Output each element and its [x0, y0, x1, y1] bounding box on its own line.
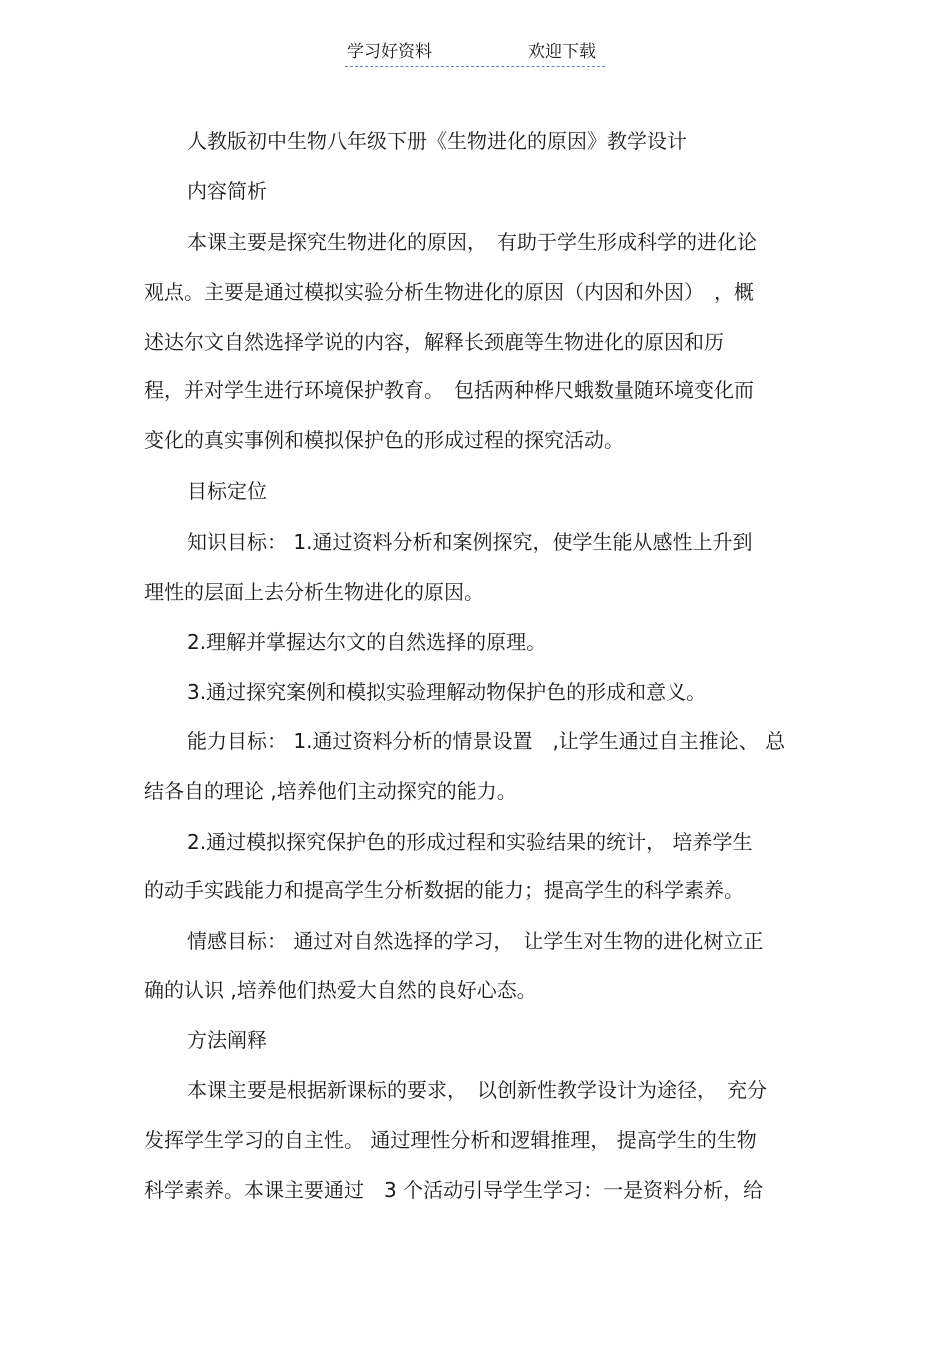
paragraph-line: 的动手实践能力和提高学生分析数据的能力；提高学生的科学素养。: [144, 878, 744, 902]
paragraph-line: 本课主要是根据新课标的要求， 以创新性教学设计为途径， 充分: [187, 1078, 767, 1102]
paragraph-line: 发挥学生学习的自主性。 通过理性分析和逻辑推理， 提高学生的生物: [144, 1128, 757, 1152]
section-heading-content: 内容简析: [187, 179, 267, 203]
paragraph-line: 本课主要是探究生物进化的原因， 有助于学生形成科学的进化论: [187, 230, 757, 254]
page-header: [345, 38, 605, 67]
document-title: 人教版初中生物八年级下册《生物进化的原因》教学设计: [187, 129, 687, 153]
paragraph-line: 情感目标： 通过对自然选择的学习， 让学生对生物的进化树立正: [187, 929, 764, 953]
section-heading-methods: 方法阐释: [187, 1028, 267, 1052]
paragraph-line: 述达尔文自然选择学说的内容，解释长颈鹿等生物进化的原因和历: [144, 330, 724, 354]
paragraph-line: 2.理解并掌握达尔文的自然选择的原理。: [187, 630, 547, 654]
paragraph-line: 能力目标： 1.通过资料分析的情景设置 ,让学生通过自主推论、 总: [187, 729, 786, 753]
paragraph-line: 变化的真实事例和模拟保护色的形成过程的探究活动。: [144, 428, 624, 452]
paragraph-line: 结各自的理论 ,培养他们主动探究的能力。: [144, 779, 517, 803]
paragraph-line: 观点。主要是通过模拟实验分析生物进化的原因（内因和外因） ，概: [144, 280, 754, 304]
paragraph-line: 程，并对学生进行环境保护教育。 包括两种桦尺蛾数量随环境变化而: [144, 378, 754, 402]
section-heading-goals: 目标定位: [187, 479, 267, 503]
header-right-text: 欢迎下载: [528, 42, 596, 62]
header-left-text: 学习好资料: [347, 42, 432, 62]
paragraph-line: 2.通过模拟探究保护色的形成过程和实验结果的统计， 培养学生: [187, 830, 753, 854]
paragraph-line: 理性的层面上去分析生物进化的原因。: [144, 580, 484, 604]
paragraph-line: 知识目标： 1.通过资料分析和案例探究，使学生能从感性上升到: [187, 530, 753, 554]
paragraph-line: 科学素养。本课主要通过 3 个活动引导学生学习：一是资料分析，给: [144, 1178, 764, 1202]
paragraph-line: 确的认识 ,培养他们热爱大自然的良好心态。: [144, 978, 537, 1002]
paragraph-line: 3.通过探究案例和模拟实验理解动物保护色的形成和意义。: [187, 680, 707, 704]
